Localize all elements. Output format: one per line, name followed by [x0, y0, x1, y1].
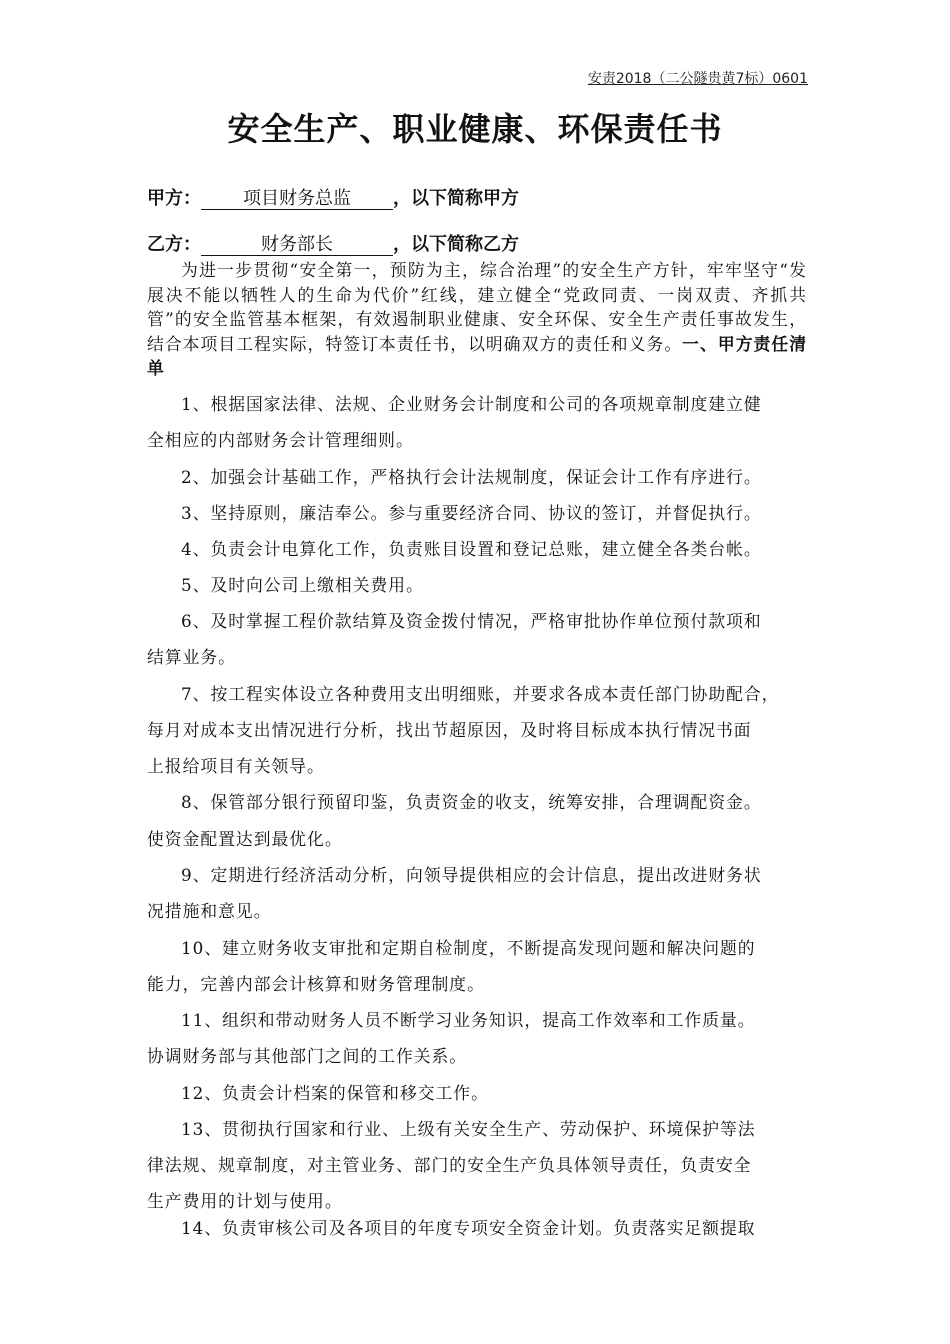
- intro-text: 为进一步贯彻“安全第一，预防为主，综合治理”的安全生产方针，牢牢坚守“发展决不能以牺牲人的生命为代价”红线，建立健全“党政同责、一岗双责、齐抓共管”的安全监管基本框架，有效遏制职业健康、安全环保、安全生产责任事故发生，结合本项目工程实际，特签订本责任书，以明确双方的责任和义务。: [147, 260, 807, 354]
- party-a-label: 甲方：: [147, 188, 201, 209]
- list-line: 9、定期进行经济活动分析，向领导提供相应的会计信息，提出改进财务状: [181, 865, 762, 885]
- list-line: 3、坚持原则，廉洁奉公。参与重要经济合同、协议的签订，并督促执行。: [181, 503, 762, 523]
- list-line: 况措施和意见。: [147, 901, 272, 921]
- list-line: 13、贯彻执行国家和行业、上级有关安全生产、劳动保护、环境保护等法: [181, 1119, 756, 1139]
- section-heading: 一、甲方责任清单: [147, 333, 807, 378]
- list-line: 12、负责会计档案的保管和移交工作。: [181, 1083, 489, 1103]
- list-line: 6、及时掌握工程价款结算及资金拨付情况，严格审批协作单位预付款项和: [181, 611, 762, 631]
- list-line: 上报给项目有关领导。: [147, 756, 325, 776]
- list-line: 能力，完善内部会计核算和财务管理制度。: [147, 974, 485, 994]
- document-code: 安责2018（二公隧贵黄7标）0601: [587, 71, 808, 87]
- party-b-row: [147, 230, 519, 256]
- list-line: 协调财务部与其他部门之间的工作关系。: [147, 1046, 468, 1066]
- list-line: 8、保管部分银行预留印鉴，负责资金的收支，统筹安排，合理调配资金。: [181, 792, 762, 812]
- list-line: 14、负责审核公司及各项目的年度专项安全资金计划。负责落实足额提取: [181, 1218, 756, 1238]
- intro-paragraph: [147, 258, 807, 381]
- list-line: 生产费用的计划与使用。: [147, 1191, 343, 1211]
- list-line: 使资金配置达到最优化。: [147, 829, 343, 849]
- party-b-label: 乙方：: [147, 234, 201, 255]
- party-a-row: [147, 184, 519, 210]
- list-line: 5、及时向公司上缴相关费用。: [181, 575, 424, 595]
- list-line: 每月对成本支出情况进行分析，找出节超原因，及时将目标成本执行情况书面: [147, 720, 752, 740]
- list-line: 律法规、规章制度，对主管业务、部门的安全生产负具体领导责任，负责安全: [147, 1155, 752, 1175]
- list-line: 2、加强会计基础工作，严格执行会计法规制度，保证会计工作有序进行。: [181, 467, 762, 487]
- list-line: 10、建立财务收支审批和定期自检制度，不断提高发现问题和解决问题的: [181, 938, 756, 958]
- list-line: 全相应的内部财务会计管理细则。: [147, 430, 414, 450]
- list-line: 1、根据国家法律、法规、企业财务会计制度和公司的各项规章制度建立健: [181, 394, 762, 414]
- party-a-suffix: ，以下简称甲方: [393, 188, 519, 209]
- list-line: 11、组织和带动财务人员不断学习业务知识，提高工作效率和工作质量。: [181, 1010, 756, 1030]
- party-b-name: 财务部长: [201, 235, 393, 256]
- party-a-name: 项目财务总监: [201, 189, 393, 210]
- party-b-suffix: ，以下简称乙方: [393, 234, 519, 255]
- list-line: 7、按工程实体设立各种费用支出明细账，并要求各成本责任部门协助配合，: [181, 684, 780, 704]
- list-line: 4、负责会计电算化工作，负责账目设置和登记总账，建立健全各类台帐。: [181, 539, 762, 559]
- document-title: 安全生产、职业健康、环保责任书: [227, 110, 723, 148]
- list-line: 结算业务。: [147, 647, 236, 667]
